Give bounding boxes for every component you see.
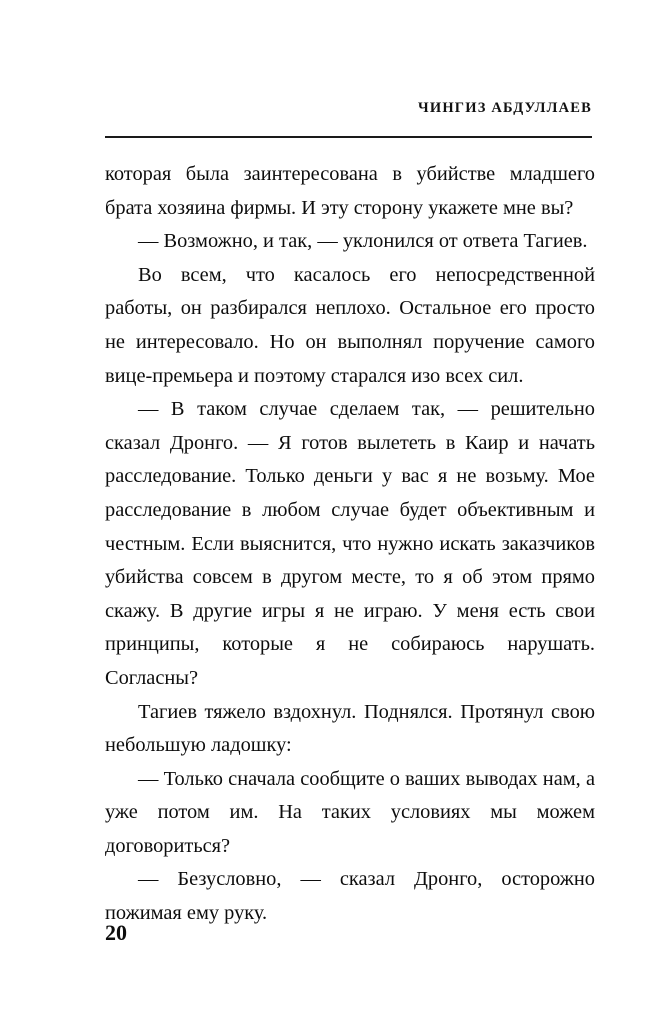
page-number: 20 <box>105 920 127 945</box>
paragraph: — В таком случае сделаем так, — решительно сказал Дронго. — Я готов вылететь в Каир и начать расследование. Только деньги у вас я не возьму. Мое расследование в любом случае будет объективным и честным. Если выяснится, что нужно искать заказчиков убийства совсем в другом месте, то я об этом прямо скажу. В другие игры я не играю. У меня есть свои принципы, которые я не собираюсь нарушать. Согласны? <box>105 398 595 689</box>
paragraph: — Только сначала сообщите о ваших выводах нам, а уже потом им. На таких условиях мы можем договориться? <box>105 767 595 857</box>
paragraph: которая была заинтересована в убийстве младшего брата хозяина фирмы. И эту сторону укажете мне вы? <box>105 163 595 219</box>
running-header: ЧИНГИЗ АБДУЛЛАЕВ <box>418 100 592 116</box>
header-divider <box>105 136 592 138</box>
paragraph: Тагиев тяжело вздохнул. Поднялся. Протянул свою небольшую ладошку: <box>105 700 595 757</box>
paragraph: — Возможно, и так, — уклонился от ответа Тагиев. <box>138 230 588 253</box>
paragraph: Во всем, что касалось его непосредственной работы, он разбирался неплохо. Остальное его просто не интересовало. Но он выполнял поручение самого вице-премьера и поэтому старался изо всех сил. <box>105 263 595 387</box>
page-body <box>105 158 595 931</box>
paragraph: — Безусловно, — сказал Дронго, осторожно пожимая ему руку. <box>105 868 595 925</box>
